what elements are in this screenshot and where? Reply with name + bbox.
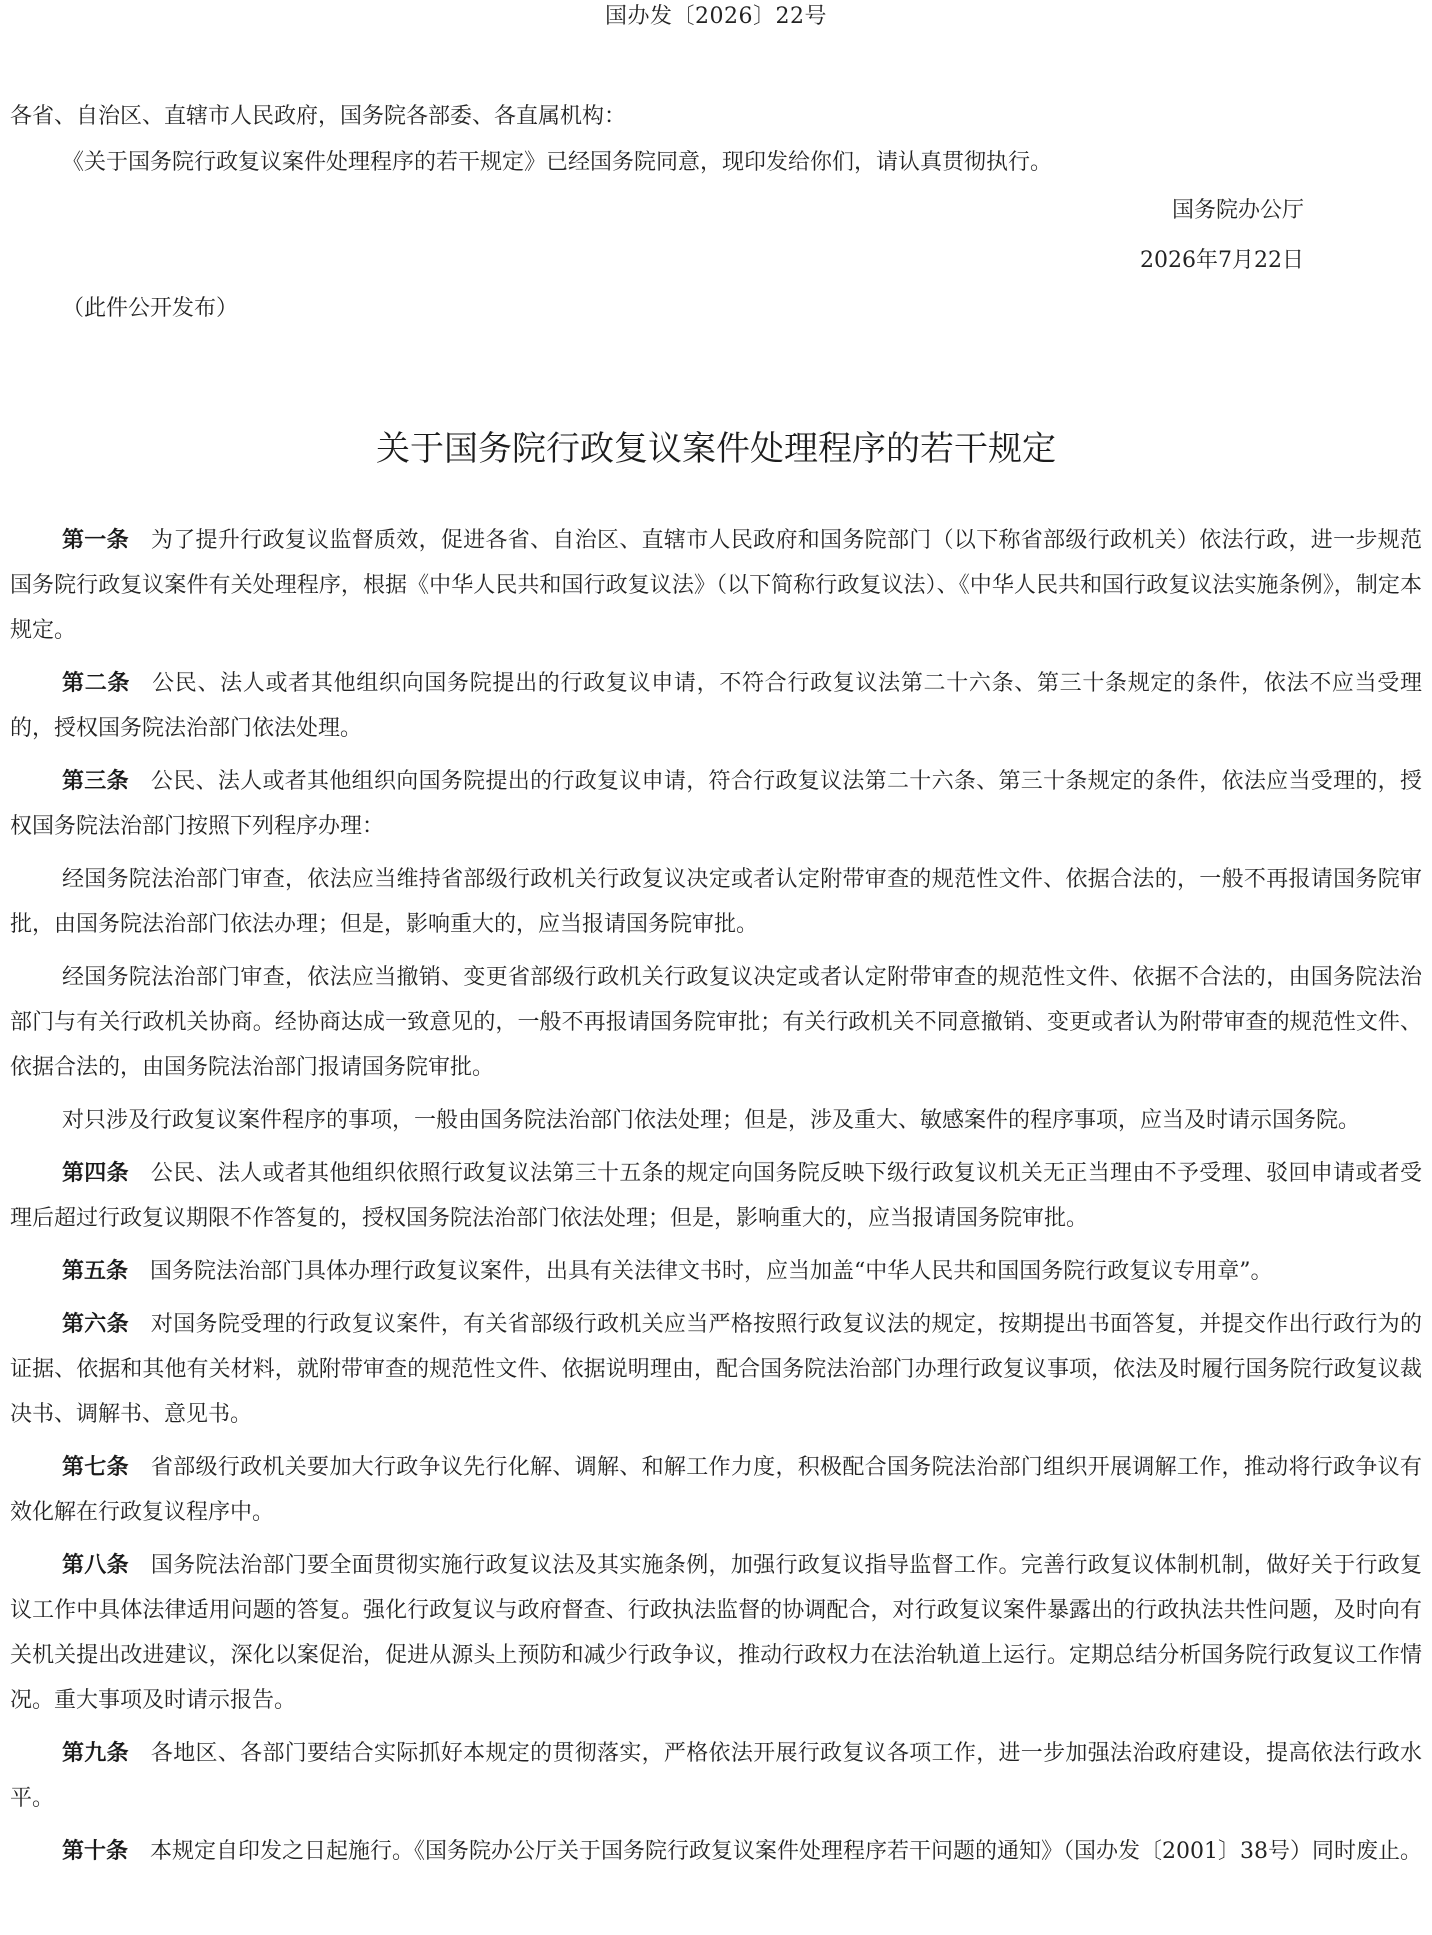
article-number: 第一条 [62, 527, 129, 553]
article-number: 第九条 [62, 1740, 129, 1766]
issuer-name: 国务院办公厅 [1171, 198, 1304, 223]
article-text: 公民、法人或者其他组织向国务院提出的行政复议申请，符合行政复议法第二十六条、第三十条规定的条件，依法应当受理的，授权国务院法治部门按照下列程序办理： [10, 769, 1422, 839]
article-3 [10, 759, 1422, 849]
document-number: 国办发〔2026〕22号 [605, 4, 827, 29]
article-4 [10, 1151, 1422, 1241]
signature-block [10, 186, 1422, 286]
article-number: 第五条 [62, 1258, 129, 1284]
article-text: 公民、法人或者其他组织向国务院提出的行政复议申请，不符合行政复议法第二十六条、第三十条规定的条件，依法不应当受理的，授权国务院法治部门依法处理。 [10, 671, 1422, 741]
article-text: 公民、法人或者其他组织依照行政复议法第三十五条的规定向国务院反映下级行政复议机关无正当理由不予受理、驳回申请或者受理后超过行政复议期限不作答复的，授权国务院法治部门依法处理；但是，影响重大的，应当报请国务院审批。 [10, 1161, 1422, 1231]
issue-date: 2026年7月22日 [1140, 248, 1304, 273]
article-number: 第十条 [62, 1838, 129, 1864]
article-text: 国务院法治部门具体办理行政复议案件，出具有关法律文书时，应当加盖“中华人民共和国国务院行政复议专用章”。 [150, 1259, 1273, 1284]
article-10 [10, 1829, 1422, 1874]
notice-section [10, 94, 1422, 186]
article-number: 第四条 [62, 1160, 129, 1186]
publication-note: （此件公开发布） [62, 296, 239, 321]
notice-body: 《关于国务院行政复议案件处理程序的若干规定》已经国务院同意，现印发给你们，请认真贯彻执行。 [62, 150, 1053, 175]
article-text: 各地区、各部门要结合实际抓好本规定的贯彻落实，严格依法开展行政复议各项工作，进一步加强法治政府建设，提高依法行政水平。 [10, 1741, 1422, 1811]
article-number: 第八条 [62, 1552, 129, 1578]
article-7 [10, 1445, 1422, 1535]
article-text: 省部级行政机关要加大行政争议先行化解、调解、和解工作力度，积极配合国务院法治部门组织开展调解工作，推动将行政争议有效化解在行政复议程序中。 [10, 1455, 1422, 1525]
notice-addressee: 各省、自治区、直辖市人民政府，国务院各部委、各直属机构： [10, 104, 627, 129]
article-6 [10, 1302, 1422, 1437]
article-3-clause-1: 经国务院法治部门审查，依法应当维持省部级行政机关行政复议决定或者认定附带审查的规范性文件、依据合法的，一般不再报请国务院审批，由国务院法治部门依法办理；但是，影响重大的，应当报请国务院审批。 [10, 867, 1422, 937]
article-3-clause-2: 经国务院法治部门审查，依法应当撤销、变更省部级行政机关行政复议决定或者认定附带审查的规范性文件、依据不合法的，由国务院法治部门与有关行政机关协商。经协商达成一致意见的，一般不再报请国务院审批；有关行政机关不同意撤销、变更或者认为附带审查的规范性文件、依据合法的，由国务院法治部门报请国务院审批。 [10, 965, 1422, 1080]
article-1 [10, 518, 1422, 653]
article-number: 第三条 [62, 768, 129, 794]
article-number: 第六条 [62, 1311, 129, 1337]
document-title: 关于国务院行政复议案件处理程序的若干规定 [376, 429, 1056, 469]
article-3-clause-3: 对只涉及行政复议案件程序的事项，一般由国务院法治部门依法处理；但是，涉及重大、敏感案件的程序事项，应当及时请示国务院。 [62, 1108, 1361, 1133]
article-9 [10, 1731, 1422, 1821]
article-number: 第七条 [62, 1454, 129, 1480]
articles-section [10, 518, 1422, 1874]
article-text: 本规定自印发之日起施行。《国务院办公厅关于国务院行政复议案件处理程序若干问题的通知》（国办发〔2001〕38号）同时废止。 [150, 1839, 1423, 1864]
article-number: 第二条 [62, 670, 131, 696]
article-2 [10, 661, 1422, 751]
article-8 [10, 1543, 1422, 1723]
article-text: 国务院法治部门要全面贯彻实施行政复议法及其实施条例，加强行政复议指导监督工作。完善行政复议体制机制，做好关于行政复议工作中具体法律适用问题的答复。强化行政复议与政府督查、行政执法监督的协调配合，对行政复议案件暴露出的行政执法共性问题，及时向有关机关提出改进建议，深化以案促治，促进从源头上预防和减少行政争议，推动行政权力在法治轨道上运行。定期总结分析国务院行政复议工作情况。重大事项及时请示报告。 [10, 1553, 1422, 1713]
article-text: 对国务院受理的行政复议案件，有关省部级行政机关应当严格按照行政复议法的规定，按期提出书面答复，并提交作出行政行为的证据、依据和其他有关材料，就附带审查的规范性文件、依据说明理由，配合国务院法治部门办理行政复议事项，依法及时履行国务院行政复议裁决书、调解书、意见书。 [10, 1312, 1422, 1427]
article-5 [10, 1249, 1422, 1294]
article-text: 为了提升行政复议监督质效，促进各省、自治区、直辖市人民政府和国务院部门（以下称省部级行政机关）依法行政，进一步规范国务院行政复议案件有关处理程序，根据《中华人民共和国行政复议法》（以下简称行政复议法）、《中华人民共和国行政复议法实施条例》，制定本规定。 [10, 528, 1422, 643]
